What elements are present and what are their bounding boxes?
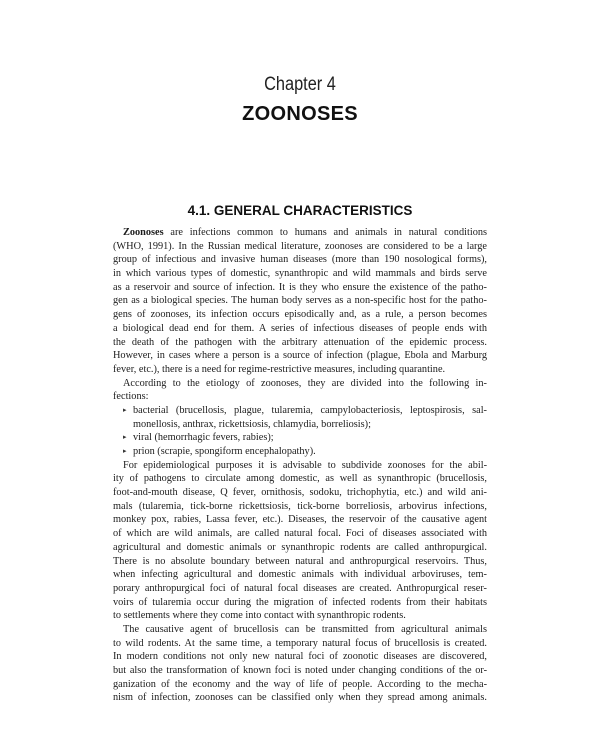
chapter-title: ZOONOSES — [242, 103, 358, 125]
text-line: to wild rodents. At the same time, a temporary natural focus of brucellosis is created. — [113, 637, 487, 649]
text-line: as a reservoir and source of infection. It is they who ensure the existence of the patho- — [113, 281, 487, 293]
text-line: There is no absolute boundary between natural and anthropurgical reservoirs. Thus, — [113, 555, 487, 567]
text-line: According to the etiology of zoonoses, they are divided into the following in- — [123, 377, 487, 389]
text-line: However, in cases where a person is a source of infection (plague, Ebola and Marburg — [113, 350, 487, 362]
text-line: gen as a biological species. The human body serves as a non-specific host for the patho- — [113, 295, 487, 307]
text-line: when infecting agricultural and domestic animals with individual arboviruses, tem- — [113, 569, 487, 581]
text-line: ity of pathogens to circulate among domestic, as well as synanthropic (brucellosis, — [113, 473, 487, 485]
lead-term: Zoonoses — [123, 227, 164, 238]
text-line: fections: — [113, 391, 149, 403]
bullet-triangle-icon: ▸ — [123, 433, 127, 442]
list-item: ▸ viral (hemorrhagic fevers, rabies); — [123, 432, 274, 444]
text-line: fever, etc.), there is a need for regime-restrictive measures, including quarantine. — [113, 363, 446, 375]
text-line: Zoonoses are infections common to humans and animals in natural conditions — [123, 227, 487, 238]
text-line: gens of zoonoses, its infection occurs episodically and, as a rule, a person becomes — [113, 309, 487, 321]
text-line: monkey pox, rabies, Lassa fever, etc.). Diseases, the reservoir of the causative agent — [113, 514, 487, 526]
text-line: agricultural and domestic animals or synanthropic rodents are called anthropurgical. — [113, 541, 487, 553]
text-line: ganization of the economy and the way of life of people. According to the mecha- — [113, 678, 487, 690]
text-line: group of infectious and invasive human diseases (more than 190 nosological forms), — [113, 254, 487, 266]
text-line: to settlements where they come into contact with synanthropic rodents. — [113, 610, 406, 622]
text-line: For epidemiological purposes it is advisable to subdivide zoonoses for the abil- — [123, 459, 487, 471]
text-line: The causative agent of brucellosis can be transmitted from agricultural animals — [123, 623, 487, 635]
etiology-list — [113, 404, 487, 459]
paragraph-brucellosis — [113, 623, 487, 705]
text-line: voirs of tularemia occur during the migration of infected rodents from their habitats — [113, 596, 487, 608]
list-item-continuation: monellosis, anthrax, rickettsiosis, chlamydia, borreliosis); — [133, 418, 371, 430]
text-line: (WHO, 1991). In the Russian medical literature, zoonoses are considered to be a large — [113, 240, 487, 252]
paragraph-definition — [113, 226, 487, 377]
text-line: foot-and-mouth disease, Q fever, ornithosis, sodoku, trichophytia, etc.) and wild ani- — [113, 487, 487, 499]
text-line: of which are wild animals, are called natural focal. Foci of diseases associated with — [113, 528, 487, 540]
text-line: mals (tularemia, tick-borne rickettsiosis, tick-borne borreliosis, arbovirus infections, — [113, 500, 487, 512]
body-text — [113, 226, 487, 705]
list-item: ▸ bacterial (brucellosis, plague, tularemia, campylobacteriosis, leptospirosis, sal- — [123, 404, 487, 416]
paragraph-epidemiology — [113, 459, 487, 623]
bullet-triangle-icon: ▸ — [123, 405, 127, 414]
paragraph-etiology — [113, 377, 487, 404]
list-item: ▸ prion (scrapie, spongiform encephalopathy). — [123, 446, 316, 457]
section-title: 4.1. GENERAL CHARACTERISTICS — [187, 203, 413, 218]
text-line: the death of the pathogen with the arbitrary attenuation of the epidemic process. — [113, 336, 487, 348]
text-line: porary anthropurgical foci of natural focal diseases are created. Anthropurgical reser- — [113, 582, 487, 594]
text-line: nism of infection, zoonoses can be classified only when they spread among animals. — [113, 692, 487, 704]
text-line: in which various types of domestic, synanthropic and wild mammals and birds serve — [113, 268, 487, 280]
text-line: a biological dead end for them. A series of infectious diseases of people ends with — [113, 322, 487, 334]
chapter-label: Chapter 4 — [264, 74, 336, 95]
text-line: In modern conditions not only new natural foci of zoonotic diseases are discovered, — [113, 651, 487, 663]
bullet-triangle-icon: ▸ — [123, 447, 127, 455]
text-line: but also the transformation of known foci is noted under changing conditions of the or- — [113, 665, 487, 676]
